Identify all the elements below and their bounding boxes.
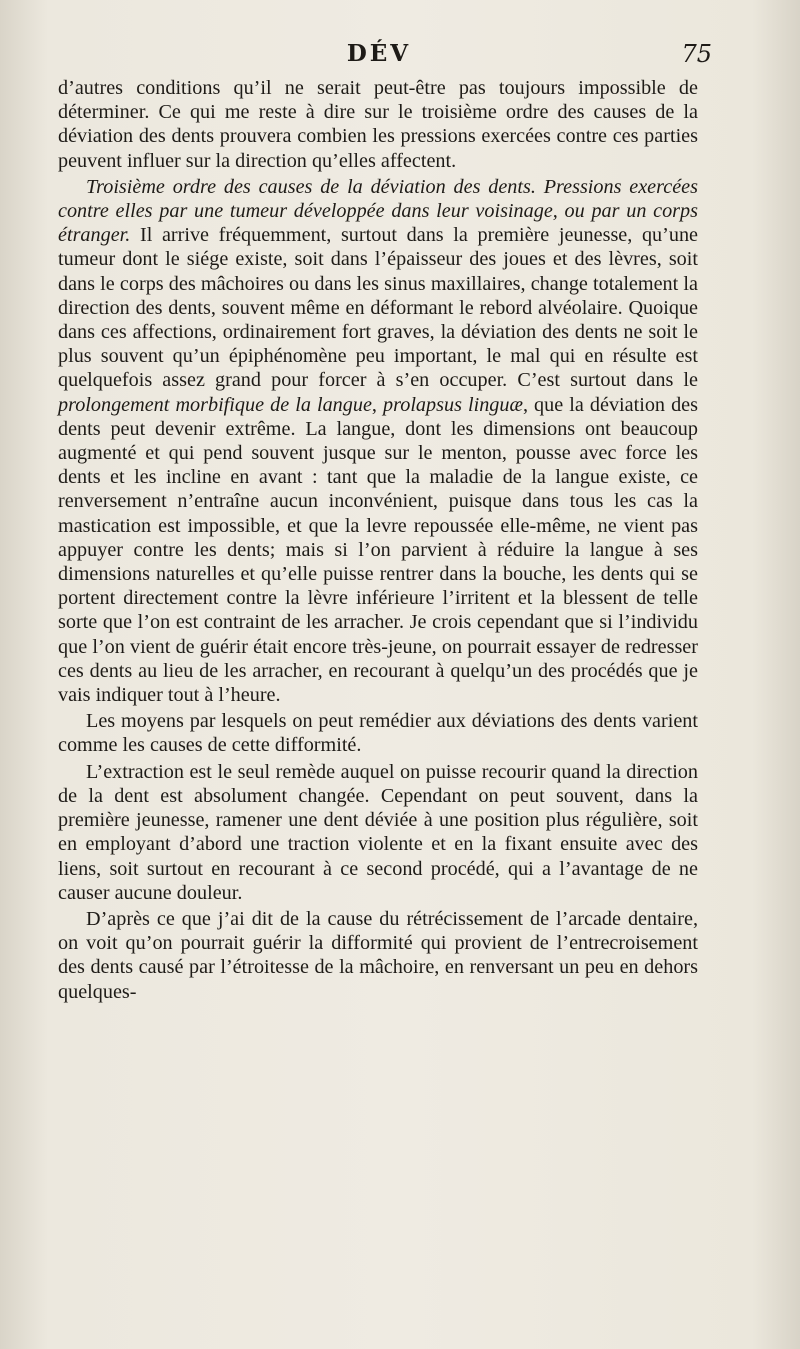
page-header [58,40,712,80]
paragraph-5: D’après ce que j’ai dit de la cause du rétrécissement de l’arcade dentaire, on voit qu’on pourrait guérir la difformité qui provient de l’entrecroisement des dents causé par l’étroitesse de la mâchoire, en renversant un peu en dehors quelques- [58,907,698,1003]
running-head: DÉV [346,40,412,67]
page-number: 75 [681,40,712,68]
latin-term-2: prolapsus linguæ [383,393,523,416]
latin-term-1: prolongement morbifique de la langue [58,393,372,416]
paragraph-2-text-1: Il arrive fréquemment, surtout dans la première jeunesse, qu’une tumeur dont le siége existe, soit dans l’épaisseur des joues et des lèvres, soit dans le corps des mâchoires ou dans les sinus maxillaires, change totalement la direction des dents, souvent même en déformant le rebord alvéolaire. Quoique dans ces affections, ordinairement fort graves, la déviation des dents ne soit le plus souvent qu’un épiphénomène peu important, le mal qui en résulte est quelquefois assez grand pour forcer à s’en occuper. C’est surtout dans le [58,224,698,392]
term-separator: , [371,393,377,416]
paragraph-3: Les moyens par lesquels on peut remédier aux déviations des dents varient comme les causes de cette difformité. [58,710,698,757]
paragraph-2 [58,175,698,707]
paragraph-4: L’extraction est le seul remède auquel on puisse recourir quand la direction de la dent est absolument changée. Cependant on peut souvent, dans la première jeunesse, ramener une dent déviée à une position plus régulière, soit en employant d’abord une traction violente et en la fixant ensuite avec des liens, soit surtout en recourant à ce second procédé, qui a l’avantage de ne causer aucune douleur. [58,760,698,904]
paragraph-2-text-2: , que la déviation des dents peut devenir extrême. La langue, dont les dimensions ont beaucoup augmenté et qui pend souvent jusque sur le menton, pousse avec force les dents et les incline en avant : tant que la maladie de la langue existe, ce renversement n’entraîne aucun inconvénient, puisque dans tous les cas la mastication est impossible, et que la levre repoussée elle-même, ne vient pas appuyer contre les dents; mais si l’on parvient à réduire la langue à ses dimensions naturelles et qu’elle puisse rentrer dans la bouche, les dents qui se portent directement contre la lèvre inférieure l’irritent et la blessent de telle sorte que l’on est contraint de les arracher. Je crois cependant que si l’individu que l’on vient de guérir était encore très-jeune, on pourrait essayer de redresser ces dents au lieu de les arracher, en recourant à quelqu’un des procédés que je vais indiquer tout à l’heure. [58,393,698,707]
body-text [58,76,698,1004]
section-heading: Troisième ordre des causes de la déviation des dents. Pressions exercées contre elles par une tumeur développée dans leur voisinage, ou par un corps étranger. [58,175,698,247]
paragraph-1: d’autres conditions qu’il ne serait peut-être pas toujours impossible de déterminer. Ce qui me reste à dire sur le troisième ordre des causes de la déviation des dents prouvera combien les pressions exercées contre ces parties peuvent influer sur la direction qu’elles affectent. [58,77,698,172]
